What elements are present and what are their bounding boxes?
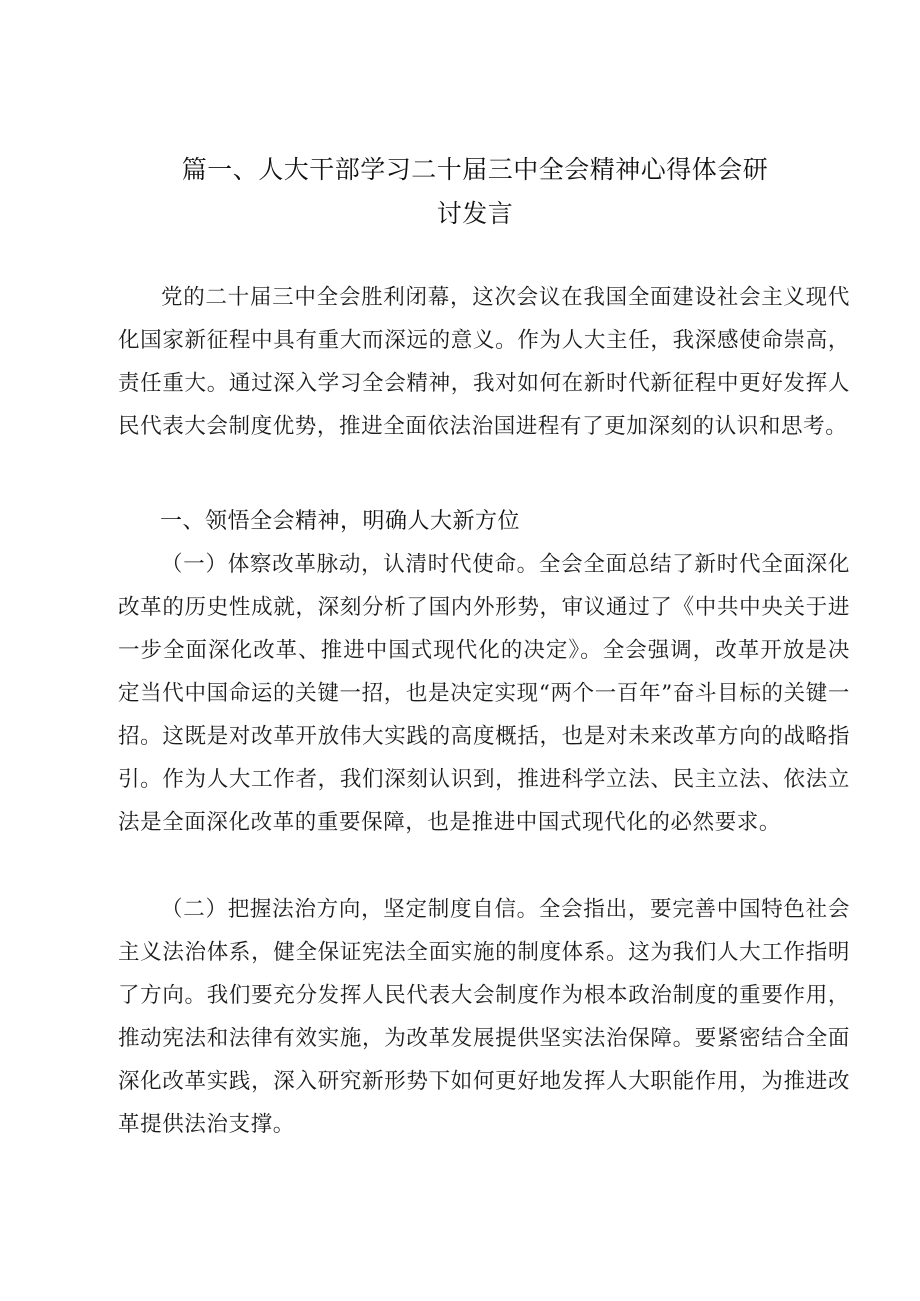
paragraph-one: （一）体察改革脉动，认清时代使命。全会全面总结了新时代全面深化改革的历史性成就，深刻分析了国内外形势，审议通过了《中共中央关于进一步全面深化改革、推进中国式现代化的决定》。全会强调，改革开放是决定当代中国命运的关键一招，也是决定实现“两个一百年”奋斗目标的关键一招。这既是对改革开放伟大实践的高度概括，也是对未来改革方向的战略指引。作为人大工作者，我们深刻认识到，推进科学立法、民主立法、依法立法是全面深化改革的重要保障，也是推进中国式现代化的必然要求。	[118, 552, 850, 835]
document-title: 篇一、人大干部学习二十届三中全会精神心得体会研讨发言	[181, 155, 769, 228]
section-heading: 一、领悟全会精神，明确人大新方位	[160, 509, 521, 534]
intro-paragraph: 党的二十届三中全会胜利闭幕，这次会议在我国全面建设社会主义现代化国家新征程中具有重大而深远的意义。作为人大主任，我深感使命崇高，责任重大。通过深入学习全会精神，我对如何在新时代新征程中更好发挥人民代表大会制度优势，推进全面依法治国进程有了更加深刻的认识和思考。	[118, 285, 850, 439]
paragraph-two: （二）把握法治方向，坚定制度自信。全会指出，要完善中国特色社会主义法治体系，健全保证宪法全面实施的制度体系。这为我们人大工作指明了方向。我们要充分发挥人民代表大会制度作为根本政治制度的重要作用，推动宪法和法律有效实施，为改革发展提供坚实法治保障。要紧密结合全面深化改革实践，深入研究新形势下如何更好地发挥人大职能作用，为推进改革提供法治支撑。	[118, 897, 850, 1137]
